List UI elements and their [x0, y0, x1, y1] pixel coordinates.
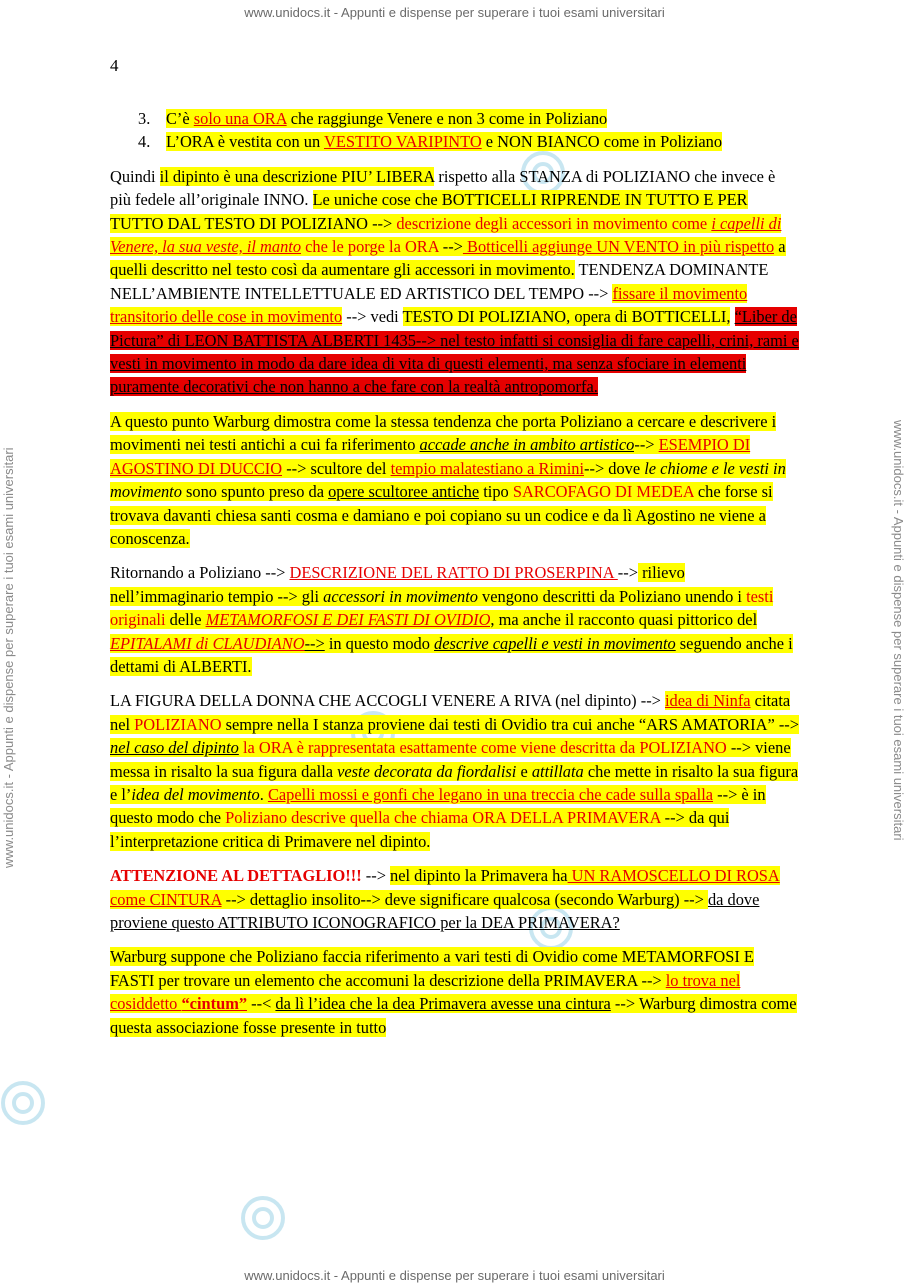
- text-run: .: [259, 784, 268, 804]
- text-run: ATTENZIONE AL DETTAGLIO!!!: [110, 866, 362, 886]
- text-run: tempio malatestiano a Rimini: [390, 458, 585, 478]
- unidocs-logo-icon: [240, 1195, 286, 1241]
- page-footer: www.unidocs.it - Appunti e dispense per superare i tuoi esami universitari: [244, 1268, 665, 1283]
- text-run: attillata: [531, 761, 584, 781]
- list-item-number: 3.: [138, 109, 151, 128]
- text-run: accade anche in ambito artistico: [419, 435, 635, 455]
- text-run: TENDENZA DOMINANTE NELL’AMBIENTE INTELLETTUALE ED ARTISTICO DEL TEMPO -->: [110, 260, 769, 303]
- text-run: testi originali: [110, 586, 774, 630]
- text-run: --> è in questo modo che: [110, 784, 766, 828]
- text-run: che forse si trovava davanti chiesa santi cosma e damiano e poi copiano su un codice e da lì Agostino ne viene a conoscenza.: [110, 482, 773, 548]
- paragraph: [110, 689, 800, 853]
- text-run: nel dipinto la Primavera ha: [390, 866, 568, 886]
- text-run: sono spunto preso da: [181, 482, 329, 502]
- side-watermark-left: www.unidocs.it - Appunti e dispense per superare i tuoi esami universitari: [1, 447, 16, 868]
- text-run: fissare il movimento transitorio delle cose in movimento: [110, 283, 748, 327]
- text-run: descrive capelli e vesti in movimento: [434, 633, 676, 653]
- text-run: idea di Ninfa: [665, 691, 751, 711]
- text-run: POLIZIANO: [134, 714, 222, 734]
- text-run: delle: [165, 610, 206, 630]
- text-run: Botticelli aggiunge UN VENTO in più rispetto: [462, 237, 775, 257]
- text-run: in questo modo: [324, 633, 435, 653]
- paragraph: [110, 410, 800, 550]
- page-header: www.unidocs.it - Appunti e dispense per superare i tuoi esami universitari: [244, 5, 665, 20]
- text-run: Le uniche cose che BOTTICELLI RIPRENDE IN TUTTO E PER TUTTO DAL TESTO DI POLIZIANO -->: [110, 190, 748, 233]
- text-run: [730, 307, 734, 326]
- numbered-list: [110, 107, 800, 154]
- text-run: e: [516, 761, 532, 781]
- text-run: le chiome e le vesti in movimento: [110, 458, 786, 502]
- text-run: VESTITO VARIPINTO: [323, 132, 482, 152]
- text-run: da dove proviene questo ATTRIBUTO ICONOGRAFICO per la DEA PRIMAVERA?: [110, 889, 760, 932]
- text-run: che mette in risalto la sua figura e l’: [110, 761, 799, 804]
- text-run: sempre nella I stanza proviene dai testi di Ovidio tra cui anche “ARS AMATORIA” -->: [221, 714, 799, 734]
- text-run: SARCOFAGO DI MEDEA: [512, 482, 694, 502]
- paragraph: [110, 864, 800, 934]
- text-run: --> dettaglio insolito--> deve significare qualcosa (secondo Warburg) -->: [221, 889, 708, 909]
- text-run: --> scultore del: [282, 458, 391, 478]
- text-run: -->: [438, 237, 463, 257]
- page-number: 4: [110, 56, 119, 75]
- text-run: --> da qui l’interpretazione critica di Primavere nel dipinto.: [110, 808, 730, 851]
- text-run: vengono descritti da Poliziano unendo i: [477, 586, 747, 606]
- text-run: , ma anche il racconto quasi pittorico del: [490, 610, 758, 630]
- text-run: Capelli mossi e gonfi che legano in una treccia che cade sulla spalla: [267, 784, 714, 804]
- text-run: accessori in movimento: [323, 586, 478, 606]
- text-run: che le porge la ORA: [301, 237, 439, 257]
- paragraph: [110, 561, 800, 678]
- text-run: METAMORFOSI E DEI FASTI DI OVIDIO: [205, 610, 491, 630]
- text-run: C’è: [166, 109, 194, 128]
- text-run: i capelli di Venere, la sua veste, il manto: [110, 213, 782, 257]
- text-run: Warburg suppone che Poliziano faccia riferimento a vari testi di Ovidio come METAMORFOSI E FASTI per trovare un elemento che accomuni la descrizione della PRIMAVERA -->: [110, 947, 754, 990]
- text-run: “Liber de Pictura” di LEON BATTISTA ALBERTI 1435--> nel testo infatti si consiglia di fare capelli, crini, rami e vesti in movimento in modo da dare idea di vita di questi elementi, ma senza sfociare in elementi puramente decorativi che non hanno a che fare con la realtà antropomorfa.: [110, 307, 799, 397]
- text-run: -->: [617, 563, 638, 583]
- list-item-number: 4.: [138, 132, 151, 152]
- text-run: --<: [247, 994, 276, 1014]
- text-run: a quelli descritto nel testo così da aumentare gli accessori in movimento.: [110, 237, 786, 280]
- text-run: -->: [304, 633, 325, 653]
- paragraphs: [110, 165, 800, 1039]
- text-run: -->: [361, 866, 391, 886]
- text-run: --> Warburg dimostra come questa associazione fosse presente in tutto: [110, 994, 797, 1037]
- text-run: EPITALAMI di CLAUDIANO: [110, 633, 305, 653]
- text-run: citata nel: [110, 691, 791, 734]
- text-run: LA FIGURA DELLA DONNA CHE ACCOGLI VENERE A RIVA (nel dipinto) -->: [110, 691, 665, 711]
- text-run: --> viene messa in risalto la sua figura dalla: [110, 738, 791, 781]
- text-run: che raggiunge Venere e non 3 come in Poliziano: [286, 109, 608, 128]
- text-run: lo trova nel cosiddetto: [110, 970, 741, 1014]
- text-run: “cintum”: [181, 994, 248, 1014]
- text-run: seguendo anche i dettami di ALBERTI.: [110, 633, 793, 676]
- text-run: veste decorata da fiordalisi: [337, 761, 517, 781]
- text-run: opere scultoree antiche: [328, 482, 480, 502]
- text-run: Quindi: [110, 166, 160, 186]
- text-run: Poliziano descrive quella che chiama ORA DELLA PRIMAVERA: [225, 808, 661, 828]
- text-run: tipo: [479, 482, 513, 502]
- paragraph: [110, 165, 800, 399]
- list-item-text: [166, 107, 607, 130]
- paragraph: [110, 945, 800, 1039]
- text-run: --> vedi: [342, 307, 403, 327]
- list-item: [138, 130, 800, 153]
- text-run: idea del movimento: [131, 784, 260, 804]
- text-run: A questo punto Warburg dimostra come la stessa tendenza che porta Poliziano a cercare e descrivere i movimenti nei testi antichi a cui fa riferimento: [110, 411, 777, 455]
- text-run: la ORA è rappresentata esattamente come viene descritta da POLIZIANO: [242, 738, 727, 758]
- text-run: il dipinto è una descrizione PIU’ LIBERA: [159, 166, 435, 186]
- list-item-text: [166, 130, 722, 153]
- text-run: UN RAMOSCELLO DI ROSA come CINTURA: [110, 866, 780, 909]
- text-run: -->: [634, 435, 659, 455]
- side-watermark-right: www.unidocs.it - Appunti e dispense per superare i tuoi esami universitari: [891, 420, 906, 841]
- text-run: nel caso del dipinto: [110, 738, 239, 758]
- text-run: --> dove: [584, 458, 645, 478]
- text-run: descrizione degli accessori in movimento come: [396, 213, 712, 233]
- text-run: solo una ORA: [193, 109, 287, 128]
- document-body: [110, 107, 800, 1050]
- text-run: rilievo nell’immaginario tempio --> gli: [110, 563, 685, 606]
- text-run: TESTO DI POLIZIANO, opera di BOTTICELLI,: [402, 307, 731, 327]
- list-item: [138, 107, 800, 130]
- text-run: Ritornando a Poliziano -->: [110, 563, 290, 583]
- text-run: e NON BIANCO come in Poliziano: [481, 132, 723, 152]
- text-run: L’ORA è vestita con un: [166, 132, 324, 152]
- text-run: DESCRIZIONE DEL RATTO DI PROSERPINA: [289, 563, 618, 583]
- text-run: da lì l’idea che la dea Primavera avesse una cintura: [275, 994, 611, 1014]
- text-run: rispetto alla STANZA di POLIZIANO che invece è più fedele all’originale INNO.: [110, 166, 776, 210]
- text-run: ESEMPIO DI AGOSTINO DI DUCCIO: [110, 435, 751, 478]
- unidocs-logo-icon: [0, 1080, 46, 1126]
